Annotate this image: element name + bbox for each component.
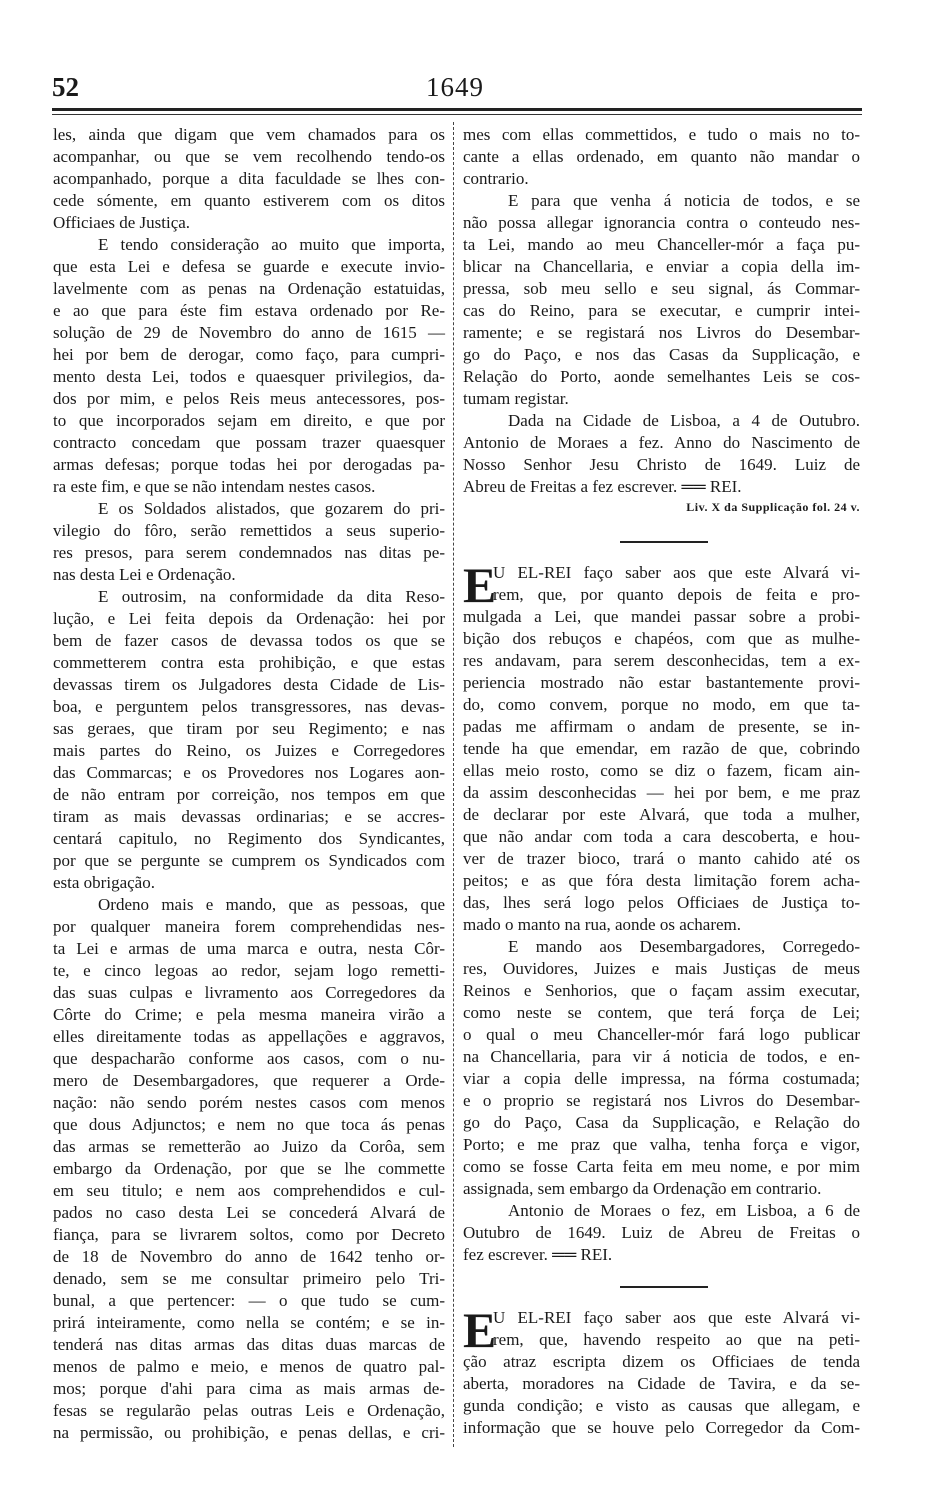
text-line: ta Lei e armas de uma marca e outra, nesta Côr- — [53, 939, 445, 958]
text-line: tumam registar. — [463, 389, 569, 408]
text-line: solução de 29 de Novembro do anno de 1615 — — [53, 323, 445, 342]
text-line: fez escrever. ══ REI. — [463, 1245, 613, 1264]
text-line: Antonio de Moraes a fez. Anno do Nascimento de — [463, 433, 860, 452]
paragraph — [53, 894, 445, 1444]
text-line: das, lhes será logo pelos Officiaes de Justiça to- — [463, 893, 860, 912]
paragraph — [463, 190, 860, 410]
text-line: viar a copia delle impressa, na fórma costumada; — [463, 1069, 860, 1088]
text-line: o qual o meu Chanceller-mór fará logo publicar — [463, 1025, 860, 1044]
text-line: ver de trazer bioco, trará o manto cahido até os — [463, 849, 860, 868]
paragraph — [53, 586, 445, 894]
text-line: Antonio de Moraes o fez, em Lisboa, a 6 de — [508, 1201, 860, 1220]
text-line: como neste se contem, que terá força de Lei; — [463, 1003, 860, 1022]
right-column-section-1 — [463, 124, 860, 498]
text-line: das suas culpas e livramento aos Corregedores da — [53, 983, 445, 1002]
text-line: Outubro de 1649. Luiz de Abreu de Freitas o — [463, 1223, 860, 1242]
text-line: commetterem contra esta prohibição, e que estas — [53, 653, 445, 672]
drop-cap: E — [463, 1302, 497, 1358]
running-header-year: 1649 — [426, 72, 484, 102]
paragraph — [463, 410, 860, 498]
text-line: em seu titulo; e nem aos comprehendidos e cul- — [53, 1181, 445, 1200]
text-line: centará capitulo, no Regimento dos Syndicantes, — [53, 829, 445, 848]
text-line: esta obrigação. — [53, 873, 155, 892]
text-line: vilegio do fôro, serão remettidos a seus superio- — [53, 521, 445, 540]
text-line: bunal, a que pertencer: — o que tudo se cum- — [53, 1291, 445, 1310]
text-line: de não entram por correição, nos tempos em que — [53, 785, 445, 804]
text-line: fesas se regularão pelas outras Leis e Ordenação, — [53, 1401, 445, 1420]
alvara-section-2 — [463, 557, 860, 1266]
text-line: acompanhado, porque a dita faculdade se lhes con- — [53, 169, 445, 188]
section-separator — [620, 541, 708, 543]
text-line: Dada na Cidade de Lisboa, a 4 de Outubro. — [508, 411, 860, 430]
text-line: E para que venha á noticia de todos, e se — [508, 191, 860, 210]
alvara-section-3 — [463, 1302, 860, 1439]
text-line: mulgada a Lei, que mandei passar sobre a probi- — [463, 607, 860, 626]
text-line: devassas tirem os Julgadores desta Cidade de Lis- — [53, 675, 445, 694]
header-rule-thin — [52, 114, 862, 115]
text-line: rem, que, havendo respeito ao que na peti- — [493, 1330, 860, 1349]
text-line: E outrosim, na conformidade da dita Reso- — [98, 587, 445, 606]
text-line: embargo da Ordenação, por que se lhe commette — [53, 1159, 445, 1178]
column-divider — [453, 122, 454, 1447]
text-line: res, Ouvidores, Juizes e mais Justiças de meus — [463, 959, 860, 978]
paragraph — [463, 124, 860, 190]
text-line: não possa allegar ignorancia contra o conteudo nes- — [463, 213, 860, 232]
text-line: E mando aos Desembargadores, Corregedo- — [508, 937, 860, 956]
text-line: mado o manto na rua, aonde os acharem. — [463, 915, 742, 934]
text-line: ção atraz escripta dizem os Officiaes de tenda — [463, 1352, 860, 1371]
text-line: res presos, para serem condemnados nas ditas pe- — [53, 543, 445, 562]
text-line: mero de Desembargadores, que requerer a Orde- — [53, 1071, 445, 1090]
text-line: de 18 de Novembro do anno de 1642 tenho or- — [53, 1247, 445, 1266]
text-line: pressa, sob meu sello e seu signal, ás Commar- — [463, 279, 860, 298]
text-line: ellas meio rosto, como se diz o fazem, ficam ain- — [463, 761, 860, 780]
text-line: cante a ellas ordenado, em quanto não mandar o — [463, 147, 860, 166]
paragraph — [53, 234, 445, 498]
text-line: ramente; e se registará nos Livros do Desembar- — [463, 323, 860, 342]
text-line: Côrte do Crime; e pela mesma maneira virão a — [53, 1005, 445, 1024]
text-line: por que se pergunte se cumprem os Syndicados com — [53, 851, 445, 870]
source-note: Liv. X da Supplicação fol. 24 v. — [686, 500, 860, 514]
text-line: da assim desconhecidas — hei por bem, e me praz — [463, 783, 860, 802]
text-line: Nosso Senhor Jesu Christo de 1649. Luiz de — [463, 455, 860, 474]
page-number: 52 — [52, 72, 79, 102]
text-line: tenderá nas ditas armas das ditas duas marcas de — [53, 1335, 445, 1354]
paragraph — [463, 557, 860, 936]
text-line: padas me affirmam o andam de presente, se in- — [463, 717, 860, 736]
text-line: bição dos rebuços e chapéos, com que as mulhe- — [463, 629, 860, 648]
text-line: gunda condição; e visto as causas que allegam, e — [463, 1396, 860, 1415]
paragraph — [463, 1200, 860, 1266]
text-line: elles direitamente todas as appellações e aggravos, — [53, 1027, 445, 1046]
left-column — [53, 124, 445, 1444]
text-line: E tendo consideração ao muito que importa, — [98, 235, 445, 254]
text-line: go do Paço, Casa da Supplicação, e Relação do — [463, 1113, 860, 1132]
text-line: das Commarcas; e os Provedores nos Logares aon- — [53, 763, 445, 782]
text-line: e o proprio se registará nos Livros do Desembar- — [463, 1091, 860, 1110]
text-line: mento desta Lei, todos e quaesquer privilegios, da- — [53, 367, 445, 386]
text-line: to que incorporados sejam em direito, e que por — [53, 411, 445, 430]
text-line: bem de fazer casos de devassa todos os que se — [53, 631, 445, 650]
text-line: das armas se remetterão ao Juizo da Corôa, sem — [53, 1137, 445, 1156]
text-line: U EL-REI faço saber aos que este Alvará vi- — [493, 563, 860, 582]
text-line: fiança, para se livrarem soltos, como por Decreto — [53, 1225, 445, 1244]
text-line: U EL-REI faço saber aos que este Alvará vi- — [493, 1308, 860, 1327]
text-line: do, como convem, porque no modo, em que ta- — [463, 695, 860, 714]
text-line: denado, sem se me consultar primeiro pelo Tri- — [53, 1269, 445, 1288]
text-line: periencia mostrado não estar bastantemente provi- — [463, 673, 860, 692]
text-line: rem, que, por quanto depois de feita e pro- — [493, 585, 860, 604]
text-line: que não andar com toda a cara descoberta, e hou- — [463, 827, 860, 846]
text-line: e ao que para éste fim estava ordenado por Re- — [53, 301, 445, 320]
text-line: assignada, sem embargo da Ordenação em contrario. — [463, 1179, 822, 1198]
text-line: cede sómente, em quanto estiverem com os ditos — [53, 191, 445, 210]
text-line: mes com ellas commettidos, e tudo o mais no to- — [463, 125, 860, 144]
text-line: pados no caso desta Lei se concederá Alvará de — [53, 1203, 445, 1222]
text-line: como se fosse Carta feita em meu nome, e por mim — [463, 1157, 860, 1176]
paragraph — [53, 124, 445, 234]
text-line: tende ha que emendar, em razão de que, cobrindo — [463, 739, 860, 758]
text-line: peitos; e as que fóra desta limitação forem acha- — [463, 871, 860, 890]
text-line: que despacharão conforme aos casos, com o nu- — [53, 1049, 445, 1068]
text-line: nação: não sendo porém nestes casos com menos — [53, 1093, 445, 1112]
text-line: que dous Adjunctos; e nem no que toca ás penas — [53, 1115, 445, 1134]
text-line: menos de palmo e meio, e menos de quatro pal- — [53, 1357, 445, 1376]
text-line: hei por bem de derogar, como faço, para cumpri- — [53, 345, 445, 364]
text-line: te, e cinco legoas ao redor, sejam logo remetti- — [53, 961, 445, 980]
text-line: contracto concedam que possam trazer quaesquer — [53, 433, 445, 452]
text-line: acompanhar, ou que se vem recolhendo tendo-os — [53, 147, 445, 166]
text-line: prirá inteiramente, como nella se contém; e se in- — [53, 1313, 445, 1332]
text-line: nas desta Lei e Ordenação. — [53, 565, 236, 584]
text-line: que esta Lei e defesa se guarde e execute invio- — [53, 257, 445, 276]
text-line: mais partes do Reino, os Juizes e Corregedores — [53, 741, 445, 760]
text-line: sas geraes, que tiram por seu Regimento; e nas — [53, 719, 445, 738]
section-separator — [620, 1286, 708, 1288]
text-line: Officiaes de Justiça. — [53, 213, 191, 232]
text-line: lavelmente com as penas na Ordenação estatuidas, — [53, 279, 445, 298]
text-line: Abreu de Freitas a fez escrever. ══ REI. — [463, 477, 742, 496]
text-line: boa, e perguntem pelos transgressores, nas devas- — [53, 697, 445, 716]
header-rule — [52, 108, 862, 111]
text-line: informação que se houve pelo Corregedor da Com- — [463, 1418, 860, 1437]
text-line: na permissão, ou prohibição, e penas dellas, e cri- — [53, 1423, 445, 1442]
text-line: ta Lei, mando ao meu Chanceller-mór a faça pu- — [463, 235, 860, 254]
drop-cap: E — [463, 557, 497, 613]
text-line: mos; porque d'ahi para cima as mais armas de- — [53, 1379, 445, 1398]
text-line: ra este fim, e que se não intendam nestes casos. — [53, 477, 376, 496]
text-line: tiram as mais devassas ordinarias; e se accres- — [53, 807, 445, 826]
text-line: Relação do Porto, aonde semelhantes Leis se cos- — [463, 367, 860, 386]
text-line: cas do Reino, para se executar, e cumprir intei- — [463, 301, 860, 320]
paragraph — [463, 936, 860, 1200]
paragraph — [463, 1302, 860, 1439]
text-line: dos por mim, e pelos Reis meus antecessores, pos- — [53, 389, 445, 408]
text-line: les, ainda que digam que vem chamados para os — [53, 125, 445, 144]
text-line: lução, e Lei feita depois da Ordenação: hei por — [53, 609, 445, 628]
text-line: res andavam, para serem desconhecidas, tem a ex- — [463, 651, 860, 670]
text-line: aberta, moradores na Cidade de Tavira, e da se- — [463, 1374, 860, 1393]
text-line: Reinos e Senhorios, que o façam assim executar, — [463, 981, 860, 1000]
text-line: E os Soldados alistados, que gozarem do pri- — [98, 499, 445, 518]
text-line: na Chancellaria, para vir á noticia de todos, e en- — [463, 1047, 860, 1066]
text-line: de declarar por este Alvará, que toda a mulher, — [463, 805, 860, 824]
text-line: blicar na Chancellaria, e enviar a copia della im- — [463, 257, 860, 276]
text-line: go do Paço, e nos das Casas da Supplicação, e — [463, 345, 860, 364]
paragraph — [53, 498, 445, 586]
text-line: contrario. — [463, 169, 529, 188]
text-line: Porto; e me praz que valha, tenha força e vigor, — [463, 1135, 860, 1154]
text-line: armas defesas; porque todas hei por derogadas pa- — [53, 455, 445, 474]
text-line: por qualquer maneira forem comprehendidas nes- — [53, 917, 445, 936]
text-line: Ordeno mais e mando, que as pessoas, que — [98, 895, 445, 914]
